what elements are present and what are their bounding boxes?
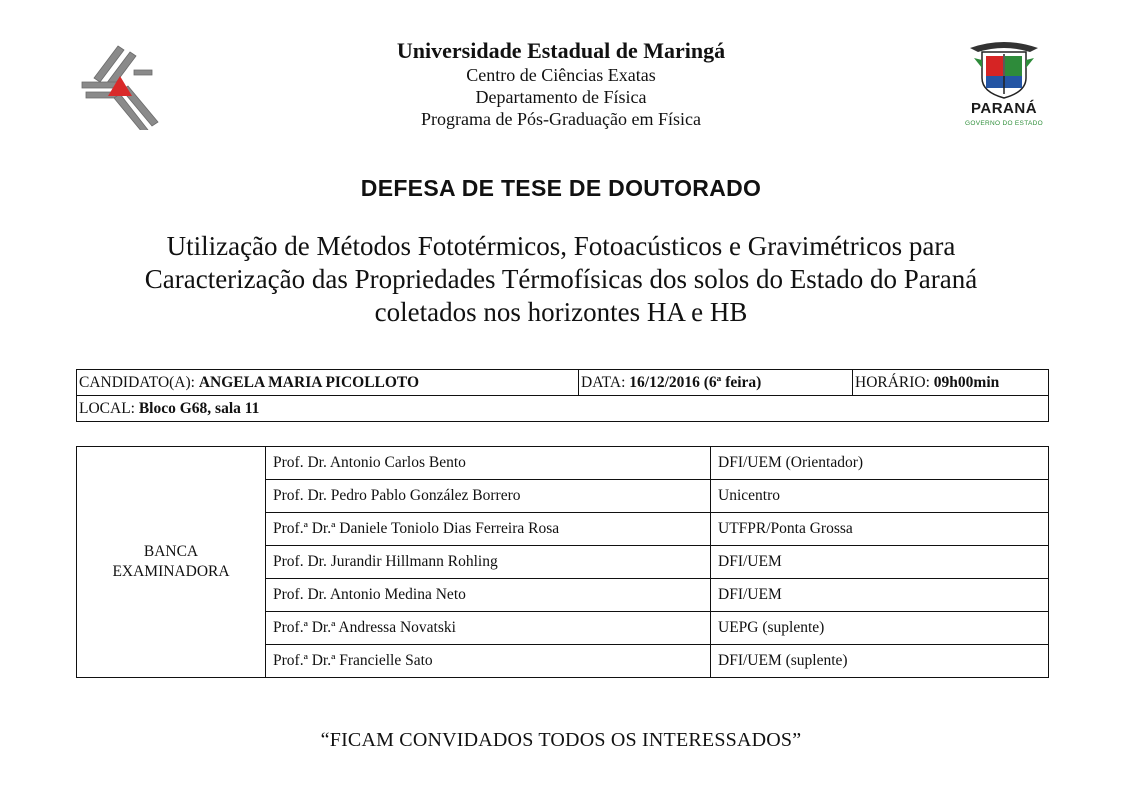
thesis-title-line: Utilização de Métodos Fototérmicos, Fotoacústicos e Gravimétricos para [166,231,956,261]
document-title: DEFESA DE TESE DE DOUTORADO [360,175,762,201]
examination-board-table [76,446,1049,678]
member-affiliation: Unicentro [711,480,1049,513]
member-name: Prof.ª Dr.ª Daniele Toniolo Dias Ferreira Rosa [266,513,711,546]
member-name: Prof.ª Dr.ª Andressa Novatski [266,612,711,645]
member-affiliation: UTFPR/Ponta Grossa [711,513,1049,546]
thesis-title-line: coletados nos horizontes HA e HB [374,297,748,327]
local-cell [77,396,1049,422]
time-value: 09h00min [933,373,1000,391]
time-cell [853,370,1049,396]
date-cell [579,370,853,396]
center-name: Centro de Ciências Exatas [466,65,656,85]
invitation-footer: “FICAM CONVIDADOS TODOS OS INTERESSADOS” [320,729,802,751]
member-name: Prof. Dr. Antonio Medina Neto [266,579,711,612]
university-name: Universidade Estadual de Maringá [396,38,726,63]
table-row [77,447,1049,480]
board-label-line: EXAMINADORA [112,563,230,580]
member-affiliation: DFI/UEM [711,579,1049,612]
member-affiliation: DFI/UEM (Orientador) [711,447,1049,480]
thesis-title-line: Caracterização das Propriedades Térmofísicas dos solos do Estado do Paraná [144,264,978,294]
board-label-line: BANCA [143,543,199,560]
uem-logo-icon [78,42,160,130]
member-name: Prof.ª Dr.ª Francielle Sato [266,645,711,678]
parana-logo-subtitle: GOVERNO DO ESTADO [965,120,1043,127]
member-name: Prof. Dr. Pedro Pablo González Borrero [266,480,711,513]
local-label: LOCAL: [79,399,135,417]
candidate-value: ANGELA MARIA PICOLLOTO [198,373,420,391]
member-affiliation: DFI/UEM [711,546,1049,579]
program-name: Programa de Pós-Graduação em Física [421,109,701,129]
institution-header [300,38,822,130]
parana-coat-of-arms-icon [960,38,1048,134]
member-affiliation: DFI/UEM (suplente) [711,645,1049,678]
date-value: 16/12/2016 (6ª feira) [629,373,762,391]
local-value: Bloco G68, sala 11 [138,399,260,417]
thesis-title [90,230,1032,329]
parana-logo-name: PARANÁ [970,100,1038,117]
defense-info-table [76,369,1049,422]
candidate-label: CANDIDATO(A): [79,373,195,391]
member-name: Prof. Dr. Jurandir Hillmann Rohling [266,546,711,579]
date-label: DATA: [581,373,626,391]
member-name: Prof. Dr. Antonio Carlos Bento [266,447,711,480]
member-affiliation: UEPG (suplente) [711,612,1049,645]
time-label: HORÁRIO: [855,373,930,391]
candidate-cell [77,370,579,396]
board-label [77,447,266,678]
department-name: Departamento de Física [475,87,647,107]
